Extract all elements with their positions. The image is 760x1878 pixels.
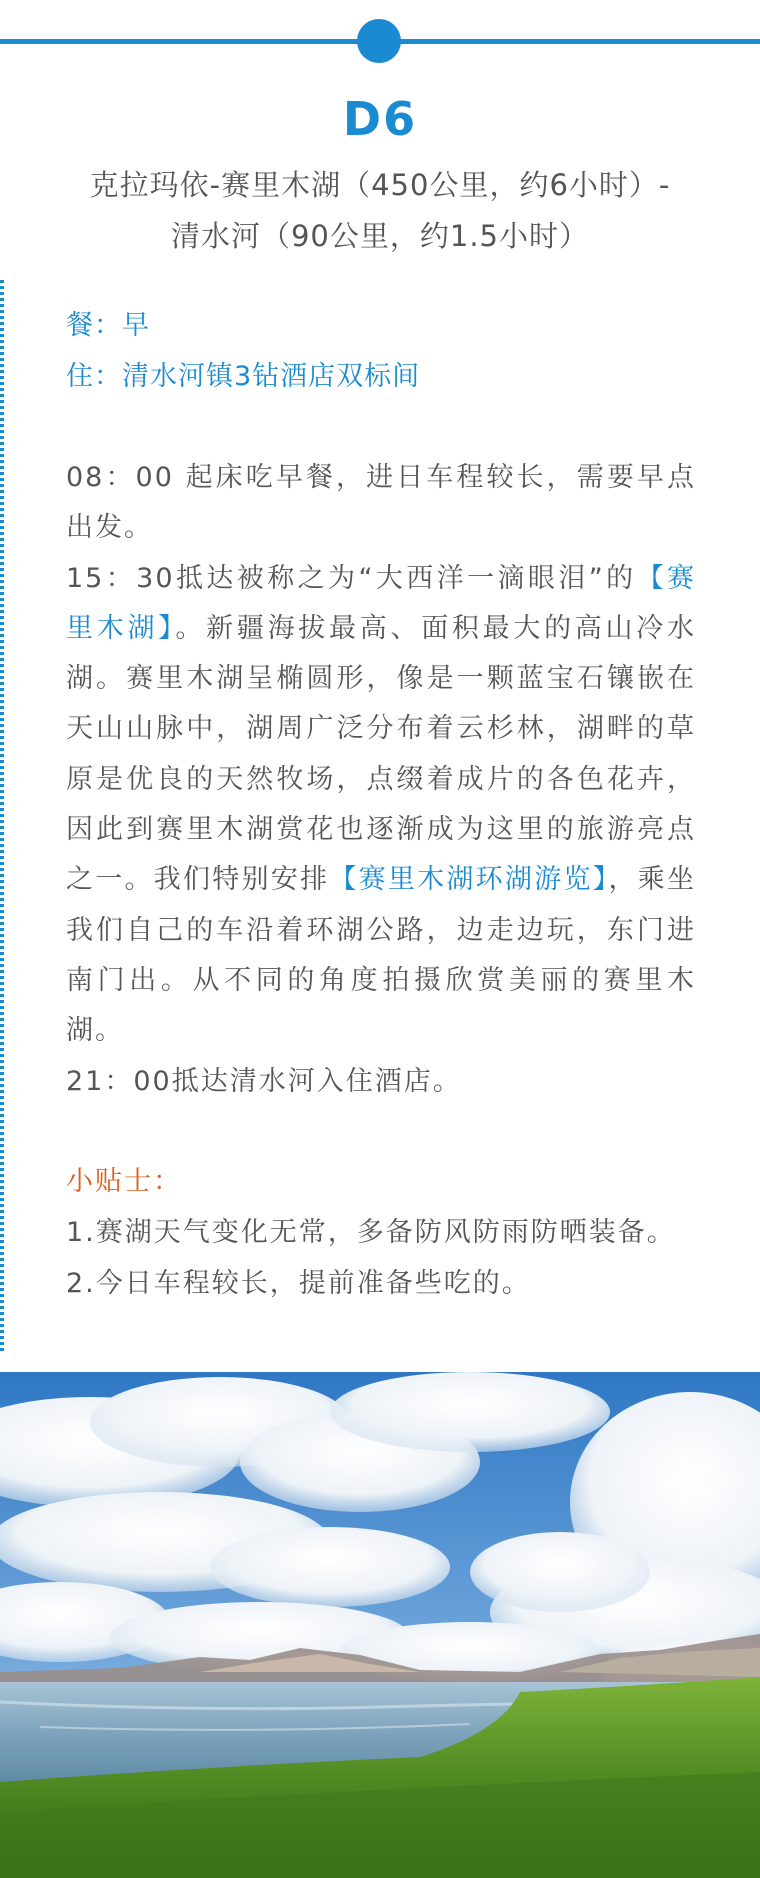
- tips-item: 1.赛湖天气变化无常，多备防风防雨防晒装备。: [66, 1217, 676, 1248]
- lake-landscape-photo: [0, 1372, 760, 1878]
- route-line-1: 克拉玛依-赛里木湖（450公里，约6小时）-: [89, 168, 671, 202]
- itinerary-paragraph-morning: 08：00 起床吃早餐，进日车程较长，需要早点出发。: [66, 462, 696, 544]
- meal-info: 餐：早: [66, 310, 150, 341]
- day-title: D6: [342, 92, 418, 146]
- lake-description-text: 。新疆海拔最高、面积最大的高山冷水湖。赛里木湖呈椭圆形，像是一颗蓝宝石镶嵌在天山山脉中，湖周广泛分布着云杉林，湖畔的草原是优良的天然牧场，点缀着成片的各色花卉，因此到赛里木湖赏花也逐渐成为这里的旅游亮点之一。我们特别安排: [66, 612, 697, 896]
- lake-name-highlight: 【赛里木湖】: [66, 562, 696, 644]
- itinerary-text: [66, 453, 696, 1107]
- tips-section: [66, 1156, 706, 1309]
- itinerary-paragraph-evening: 21：00抵达清水河入住酒店。: [66, 1065, 462, 1097]
- route-summary: [40, 160, 720, 262]
- lake-tour-text: ，乘坐我们自己的车沿着环湖公路，边走边玩，东门进南门出。从不同的角度拍摄欣赏美丽的赛里木湖。: [66, 864, 697, 1047]
- tips-title: 小贴士：: [66, 1166, 182, 1197]
- top-divider-dot: [357, 19, 401, 63]
- itinerary-paragraph-lake: [66, 554, 696, 1057]
- lodging-info: 住：清水河镇3钻酒店双标间: [66, 361, 421, 392]
- tips-item: 2.今日车程较长，提前准备些吃的。: [66, 1268, 531, 1299]
- meal-lodging-info: [66, 300, 706, 402]
- route-line-2: 清水河（90公里，约1.5小时）: [170, 219, 590, 253]
- lake-arrival-text: 15：30抵达被称之为“大西洋一滴眼泪”的: [66, 562, 637, 594]
- dotted-side-border: [0, 280, 4, 1352]
- lake-tour-highlight: 【赛里木湖环湖游览】: [329, 864, 609, 896]
